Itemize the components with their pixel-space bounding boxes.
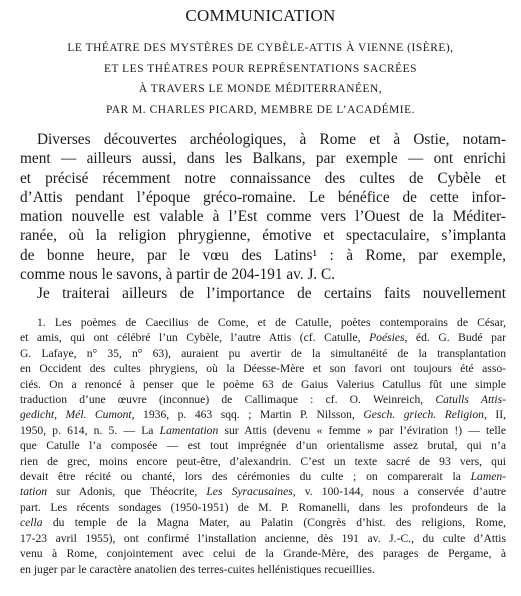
body-line: ment — ailleurs aussi, dans les Balkans, par exemple — ont enrichi — [20, 150, 506, 168]
body-line: de bonne heure, par le vœu des Latins¹ : à Rome, par exemple, — [20, 246, 506, 264]
footnote-line — [20, 392, 506, 407]
footnote-text: sur Adonis, que Théocrite, — [47, 485, 207, 499]
footnote-italic-text: Les Syracusaines — [206, 485, 293, 499]
footnote-text: sur Attis (devenu « femme » par l’éviration !) — telle — [218, 423, 506, 437]
body-line: mation nouvelle est valable à l’Est comme vers l’Ouest de la Méditer- — [20, 208, 506, 226]
body-line: comme nous le savons, à partir de 204-191 av. J. C. — [20, 266, 336, 284]
footnote-line — [20, 469, 506, 484]
body-line: Je traiterai ailleurs de l’importance de certains faits nouvellement — [37, 285, 506, 303]
footnote-line — [20, 515, 506, 530]
footnote-text: , éd. G. Budé par — [404, 331, 506, 345]
footnote-text: en Occident des cultes phrygiens, où la Déesse-Mère et son favori ont toujours été asso- — [20, 362, 506, 376]
footnote-text: , v. 100-144, nous a conservée d’autre — [292, 485, 506, 499]
footnote-text: , 1936, p. 463 sqq. ; Martin P. Nilsson, — [131, 408, 364, 422]
footnote-text: G. Lafaye, n° 35, n° 63), auraient pu avertir de la simultanéité de la transplantation — [20, 346, 506, 360]
footnote-italic-text: cella — [20, 516, 43, 530]
footnote-text: du temple de la Magna Mater, au Palatin (Congrès d’hist. des religions, Rome, — [42, 516, 506, 530]
footnote-text: part. Les récents sondages (1950-1951) de M. P. Romanelli, dans les profondeurs de la — [20, 500, 506, 514]
footnote-text: 17-23 avril 1955), ont confirmé l’installation ancienne, dès 191 av. J.-C., du culte d’Attis — [20, 531, 506, 545]
footnote-text: 1. Les poèmes de Caecilius de Come, et de Catulle, poètes contemporains de César, — [37, 316, 506, 329]
footnote-text: que Catulle l’a composée — est tout imprégnée d’un orientalisme assez brutal, qui n’a — [20, 439, 506, 453]
footnote-line — [20, 454, 506, 469]
footnote-line — [20, 361, 506, 376]
footnote-italic-text: Gesch. griech. Religion — [363, 408, 484, 422]
footnote — [20, 315, 506, 577]
footnote-line — [20, 562, 506, 577]
footnote-italic-text: gedicht, Mél. Cumont — [20, 408, 132, 422]
footnote-italic-text: Catulls Attis- — [435, 393, 506, 407]
body-line: Diverses découvertes archéologiques, à Rome et à Ostie, notam- — [37, 131, 506, 148]
title-line: LE THÉATRE DES MYSTÈRES DE CYBÈLE-ATTIS À VIENNE (ISÈRE), — [67, 42, 454, 54]
footnote-line — [20, 531, 506, 546]
footnote-text: ciés. On a renoncé à penser que le poème 63 de Gaius Valerius Catullus fût une simple — [20, 377, 506, 391]
title-line: À TRAVERS LE MONDE MÉDITERRANÉEN, — [138, 83, 383, 95]
body-line: ranée, où la religion phrygienne, émotive et spectaculaire, s’implanta — [20, 227, 506, 245]
footnote-text: traduction d’une œuvre (inconnue) de Callimaque : cf. O. Weinreich, — [20, 393, 436, 407]
footnote-line — [20, 500, 506, 515]
body-line: et précisé récemment notre connaissance des cultes de Cybèle et — [20, 169, 506, 187]
footnote-line — [20, 546, 506, 561]
author-line: PAR M. CHARLES PICARD, MEMBRE DE L’ACADÉMIE. — [105, 103, 416, 116]
footnote-text: en juger par le caractère anatolien des terres-cuites hellénistiques recueillies. — [20, 562, 375, 576]
footnote-line — [20, 346, 506, 361]
footnote-text: venu à Rome, conjointement avec celui de la Grande-Mère, des parages de Pergame, à — [20, 547, 506, 561]
title-line: ET LES THÉATRES POUR REPRÉSENTATIONS SACRÉES — [103, 62, 418, 75]
section-heading: COMMUNICATION — [185, 6, 336, 25]
footnote-text: rien de grec, moins encore peut-être, d’alexandrin. C’est un texte sacré de 93 vers, qui — [20, 454, 506, 468]
footnote-line — [20, 377, 506, 392]
footnote-text: 1950, p. 614, n. 5. — La — [20, 423, 160, 437]
footnote-line — [20, 330, 506, 345]
footnote-italic-text: Poésies — [369, 331, 405, 345]
footnote-italic-text: Lamen- — [470, 470, 506, 484]
footnote-line — [20, 423, 506, 438]
footnote-italic-text: tation — [20, 485, 48, 499]
footnote-line — [20, 407, 506, 422]
footnote-text: devait être récité ou chanté, lors des cérémonies du culte ; on comparerait la — [20, 470, 471, 484]
footnote-italic-text: Lamentation — [159, 423, 219, 437]
article-title — [0, 38, 521, 120]
body-line: d’Attis pendant l’époque gréco-romaine. Le bénéfice de cette infor- — [20, 188, 506, 206]
footnote-text: et amis, qui ont célébré l’un Cybèle, l’autre Attis (cf. Catulle, — [20, 331, 370, 345]
footnote-text: , II, — [483, 408, 506, 422]
footnote-line — [20, 484, 506, 499]
footnote-line — [20, 438, 506, 453]
footnote-line — [20, 315, 506, 330]
body-paragraph — [20, 130, 506, 304]
